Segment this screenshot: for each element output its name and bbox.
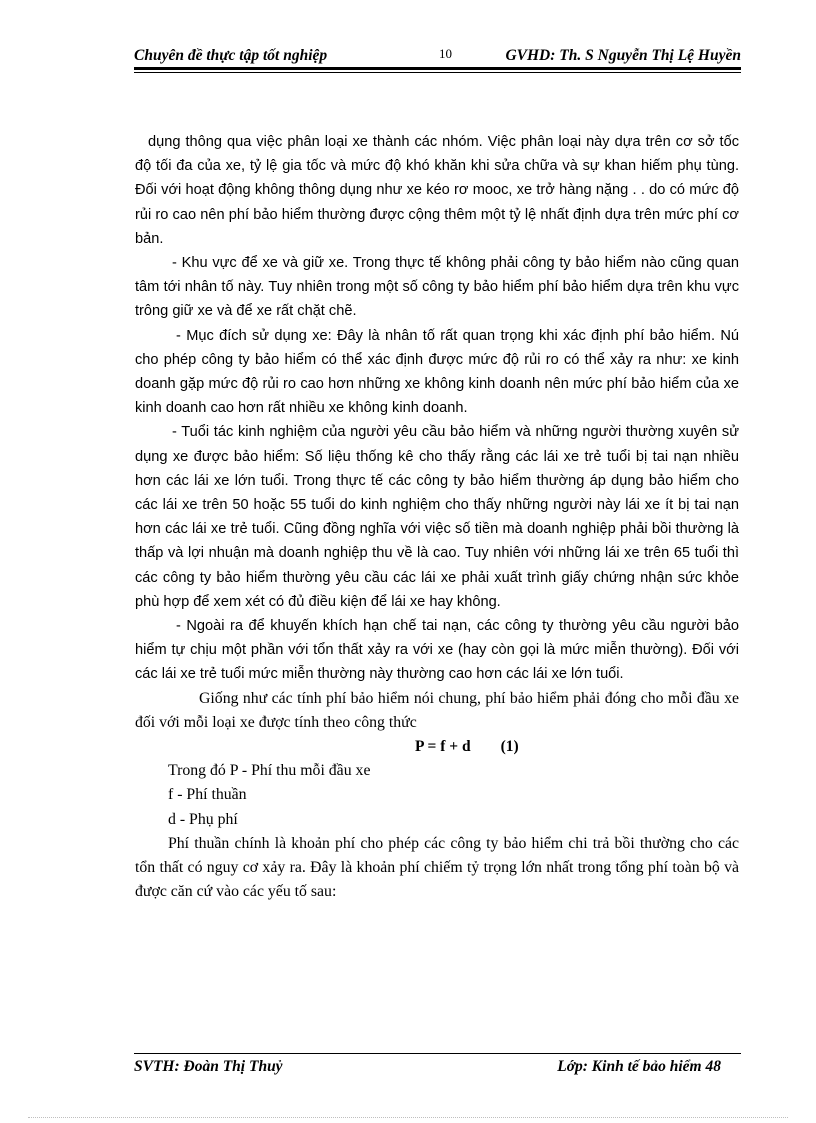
paragraph: - Mục đích sử dụng xe: Đây là nhân tố rất quan trọng khi xác định phí bảo hiểm. Nú cho phép công ty bảo hiểm có thể xác định được mức độ rủi ro có thể xảy ra như: xe kinh doanh gặp mức độ rủi ro cao hơn những xe không kinh doanh nên mức phí bảo hiểm của xe kinh doanh cao hơn rất nhiều xe không kinh doanh. (135, 327, 739, 417)
page-edge-dots (28, 1117, 788, 1118)
paragraph: - Khu vực để xe và giữ xe. Trong thực tế không phải công ty bảo hiểm nào cũng quan tâm tới nhân tố này. Tuy nhiên trong một số công ty bảo hiểm phí bảo hiểm dựa trên khu vực trông giữ xe và để xe rất chặt chẽ. (135, 255, 739, 320)
header-title: Chuyên đề thực tập tốt nghiệp (134, 47, 328, 64)
footer-author: SVTH: Đoàn Thị Thuỷ (134, 1058, 283, 1075)
header-rule-thin (134, 72, 741, 73)
header-supervisor: GVHD: Th. S Nguyễn Thị Lệ Huyền (505, 47, 741, 64)
page-number: 10 (439, 46, 452, 61)
page-header (134, 44, 741, 68)
definition-line: Trong đó P - Phí thu mỗi đầu xe (168, 762, 371, 780)
body-text (135, 130, 739, 905)
paragraph: - Tuổi tác kinh nghiệm của người yêu cầu bảo hiểm và những người thường xuyên sử dụng xe được bảo hiểm: Số liệu thống kê cho thấy rằng các lái xe trẻ tuổi bị tai nạn nhiều hơn các lái xe lớn tuổi. Trong thực tế các công ty bảo hiểm thường áp dụng bảo hiểm cho các lái xe trên 50 hoặc 55 tuổi do kinh nghiệm cho thấy những người này lái xe ít bị tai nạn hơn các lái xe trẻ tuổi. Cũng đồng nghĩa với việc số tiền mà doanh nghiệp phải bồi thường là thấp và lợi nhuận mà doanh nghiệp thu về là cao. Tuy nhiên với những lái xe trên 65 tuổi thì các công ty bảo hiểm thường yêu cầu các lái xe phải xuất trình giấy chứng nhận sức khỏe phù hợp để xem xét có đủ điều kiện để lái xe hay không. (135, 424, 739, 610)
page-footer (134, 1058, 741, 1080)
paragraph: - Ngoài ra để khuyến khích hạn chế tai nạn, các công ty thường yêu cầu người bảo hiểm tự chịu một phần với tổn thất xảy ra với xe (hay còn gọi là mức miễn thường). Đối với các lái xe trẻ tuổi mức miễn thường này thường cao hơn các lái xe lớn tuổi. (135, 618, 739, 683)
footer-class: Lớp: Kinh tế bảo hiểm 48 (557, 1058, 721, 1075)
paragraph: Giống như các tính phí bảo hiểm nói chung, phí bảo hiểm phải đóng cho mỗi đầu xe đối với mỗi loại xe được tính theo công thức (135, 689, 739, 731)
formula (135, 735, 739, 759)
paragraph: dụng thông qua việc phân loại xe thành các nhóm. Việc phân loại này dựa trên cơ sở tốc độ tối đa của xe, tỷ lệ gia tốc và mức độ khó khăn khi sửa chữa và sự khan hiếm phụ tùng. Đối với hoạt động không thông dụng như xe kéo rơ mooc, xe trở hàng nặng . . do có mức độ rủi ro cao nên phí bảo hiểm thường được cộng thêm một tỷ lệ nhất định dựa trên mức phí cơ bản. (135, 134, 739, 247)
formula-number: (1) (500, 738, 519, 756)
definition-line: d - Phụ phí (168, 810, 238, 828)
paragraph: Phí thuần chính là khoản phí cho phép các công ty bảo hiểm chi trả bồi thường cho các tổn thất có nguy cơ xảy ra. Đây là khoản phí chiếm tỷ trọng lớn nhất trong tổng phí toàn bộ và được căn cứ vào các yếu tố sau: (135, 834, 739, 901)
formula-expression: P = f + d (415, 738, 471, 756)
header-rule-thick (134, 67, 741, 70)
footer-rule (134, 1053, 741, 1054)
definition-line: f - Phí thuần (168, 786, 247, 804)
